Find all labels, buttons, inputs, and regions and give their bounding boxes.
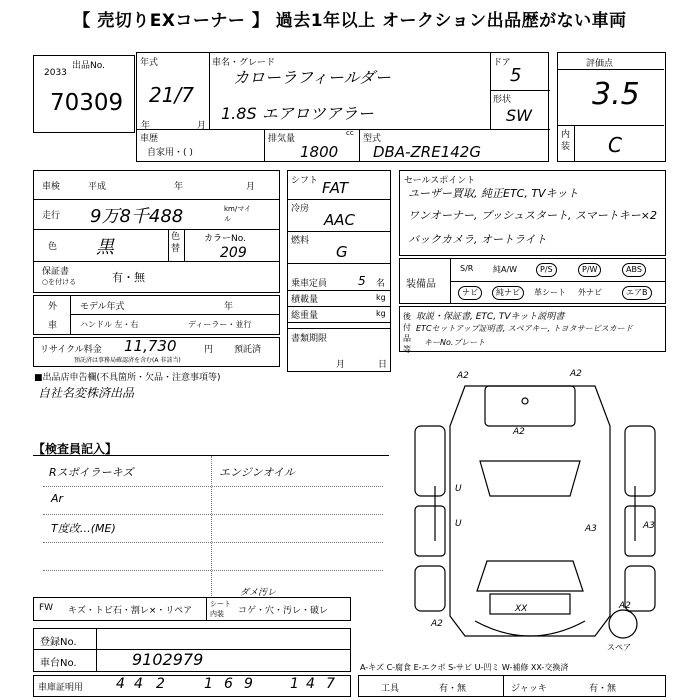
notes-line-2: ETCセットアップ証明書, スペアキー, トヨタサービスカード xyxy=(416,324,633,333)
vehicle-block: 年式 21/7 年 月 車名・グレード カローラフィールダー 1.8S エアロツアラー ドア 5 形状 SW 車歴 自家用・( ) 排気量 cc 1800 型式 DBA-ZRE142G xyxy=(136,52,549,162)
equip-abs: ABS xyxy=(622,263,646,277)
name-label: 車名・グレード xyxy=(212,58,276,68)
shape-value: SW xyxy=(506,106,532,125)
spec-block: シフト FAT 冷房 AAC 燃料 G 乗車定員 5 名 積載量 kg 総重量 kg 書類期限 月 日 xyxy=(287,170,391,372)
vehicle-grade: 1.8S エアロツアラー xyxy=(221,104,374,123)
sales-line-3: バックカメラ, オートライト xyxy=(408,233,547,246)
equip-leather: 革シート xyxy=(534,288,566,297)
mileage-value: 9万8千488 xyxy=(90,206,184,227)
mark-a2-4: A2 xyxy=(431,619,443,629)
equip-navi: ナビ xyxy=(458,286,482,300)
equip-ps: P/S xyxy=(536,263,557,277)
equip-aw: 純A/W xyxy=(493,265,518,274)
seat-options: コゲ・穴・汚レ・破レ xyxy=(238,606,329,616)
model-value: DBA-ZRE142G xyxy=(373,143,481,161)
mark-a2-3: A2 xyxy=(513,427,525,437)
fw-box: FW キズ・トビ石・割レ×・リペア シート内装 コゲ・穴・汚レ・破レ xyxy=(33,597,351,621)
inspector-note-3: T度改…(ME) xyxy=(51,522,116,535)
lot-number: 70309 xyxy=(50,90,124,116)
foreign-box: 外 車 モデル年式 年 ハンドル 左・右 ディーラー・並行 xyxy=(33,295,280,335)
notes-line-3: キーNo.プレート xyxy=(424,338,486,347)
sales-points-box: セールスポイント ユーザー買取, 純正ETC, TVキット ワンオーナー, プッシュスタート, スマートキー×2 バックカメラ, オートライト xyxy=(399,170,666,256)
tools-box: 工具 有・無 ジャッキ 有・無 xyxy=(358,675,666,697)
mark-xx: XX xyxy=(515,604,528,614)
register-box: 登録No. 車台No. 9102979 xyxy=(33,628,351,672)
mark-a2-2: A2 xyxy=(570,369,582,379)
mark-a3-2: A3 xyxy=(585,524,597,534)
year-value: 21/7 xyxy=(149,83,194,107)
exhibitor-text: 自社名変株済出品 xyxy=(38,386,135,400)
score-box: 評価点 3.5 内装 C xyxy=(557,52,666,162)
year-label: 年式 xyxy=(140,58,159,68)
inspector-box xyxy=(33,455,389,595)
fuel-value: G xyxy=(336,243,348,261)
equip-sr: S/R xyxy=(460,264,474,273)
interior-score: C xyxy=(608,133,622,157)
equip-airbag: エアB xyxy=(622,286,652,300)
mark-u-2: U xyxy=(455,519,462,529)
notes-line-1: 取説・保証書, ETC, TVキット説明書 xyxy=(416,312,565,322)
sales-line-1: ユーザー買取, 純正ETC, TVキット xyxy=(408,187,579,200)
lot-tag: 2033 xyxy=(44,68,67,78)
equip-ext-navi: 外ナビ xyxy=(578,288,602,297)
fw-note: ダメ汚レ xyxy=(240,588,277,598)
lot-box xyxy=(33,55,135,133)
exhibitor-label: ■出品店申告欄(不具箇所・欠品・注意事項等) xyxy=(34,373,221,383)
fw-options: キズ・トビ石・割レ×・リペア xyxy=(68,606,193,616)
spare-label: スペア xyxy=(607,643,631,652)
vehicle-name: カローラフィールダー xyxy=(233,68,391,87)
color-number: 209 xyxy=(220,245,247,261)
score-value: 3.5 xyxy=(592,77,640,112)
equipment-box: 装備品 S/R 純A/W P/S P/W ABS ナビ 純ナビ 革シート 外ナビ エアB xyxy=(399,258,666,304)
doors-value: 5 xyxy=(510,65,522,86)
mark-a3-1: A3 xyxy=(643,521,655,531)
inspector-note-4: エンジンオイル xyxy=(219,466,295,479)
displacement-value: 1800 xyxy=(300,143,339,161)
damage-legend: A-キズ C-腐食 E-エクボ S-サビ U-凹ミ W-補修 XX-交換済 xyxy=(360,663,569,672)
car-diagram xyxy=(395,366,675,666)
inspector-note-1: Rスポイラーキズ xyxy=(49,466,134,479)
use-value: 自家用・( ) xyxy=(147,148,193,158)
lot-label: 出品No. xyxy=(72,61,105,71)
mark-u-1: U xyxy=(455,484,462,494)
tools-value: 有・無 xyxy=(439,684,467,694)
certificate-box: 車庫証明用 4 4 2 1 6 9 1 4 7 xyxy=(33,675,351,697)
chassis-number: 9102979 xyxy=(132,650,204,669)
shift-value: FAT xyxy=(322,179,349,197)
notes-box: 後付品等 取説・保証書, ETC, TVキット説明書 ETCセットアップ証明書, スペアキー, トヨタサービスカード キーNo.プレート xyxy=(399,306,666,352)
ac-value: AAC xyxy=(324,211,355,229)
inspector-note-2: Ar xyxy=(51,492,64,505)
capacity-value: 5 xyxy=(358,274,366,288)
mark-a2-1: A2 xyxy=(457,371,469,381)
equip-pw: P/W xyxy=(578,263,601,277)
sales-line-2: ワンオーナー, プッシュスタート, スマートキー×2 xyxy=(408,209,657,222)
page-title: 【 売切りEXコーナー 】 過去1年以上 オークション出品歴がない車両 xyxy=(73,10,627,31)
color-value: 黒 xyxy=(96,237,114,258)
inspector-label: 【検査員記入】 xyxy=(33,442,118,456)
warranty-options: 有・無 xyxy=(112,271,145,284)
equip-genuine-navi: 純ナビ xyxy=(492,286,524,300)
recycle-box: リサイクル料金 11,730 円 預託済 預託済は事務局確認済を含む(A 非該当) xyxy=(33,337,280,367)
mark-a2-5: A2 xyxy=(619,601,631,611)
recycle-fee: 11,730 xyxy=(124,337,177,355)
jack-value: 有・無 xyxy=(589,684,617,694)
inspection-block: 車検 平成 年 月 走行 9万8千488 km/マイル 色 黒 色替 カラーNo. 209 保証書 ○を付ける 有・無 xyxy=(33,170,280,293)
